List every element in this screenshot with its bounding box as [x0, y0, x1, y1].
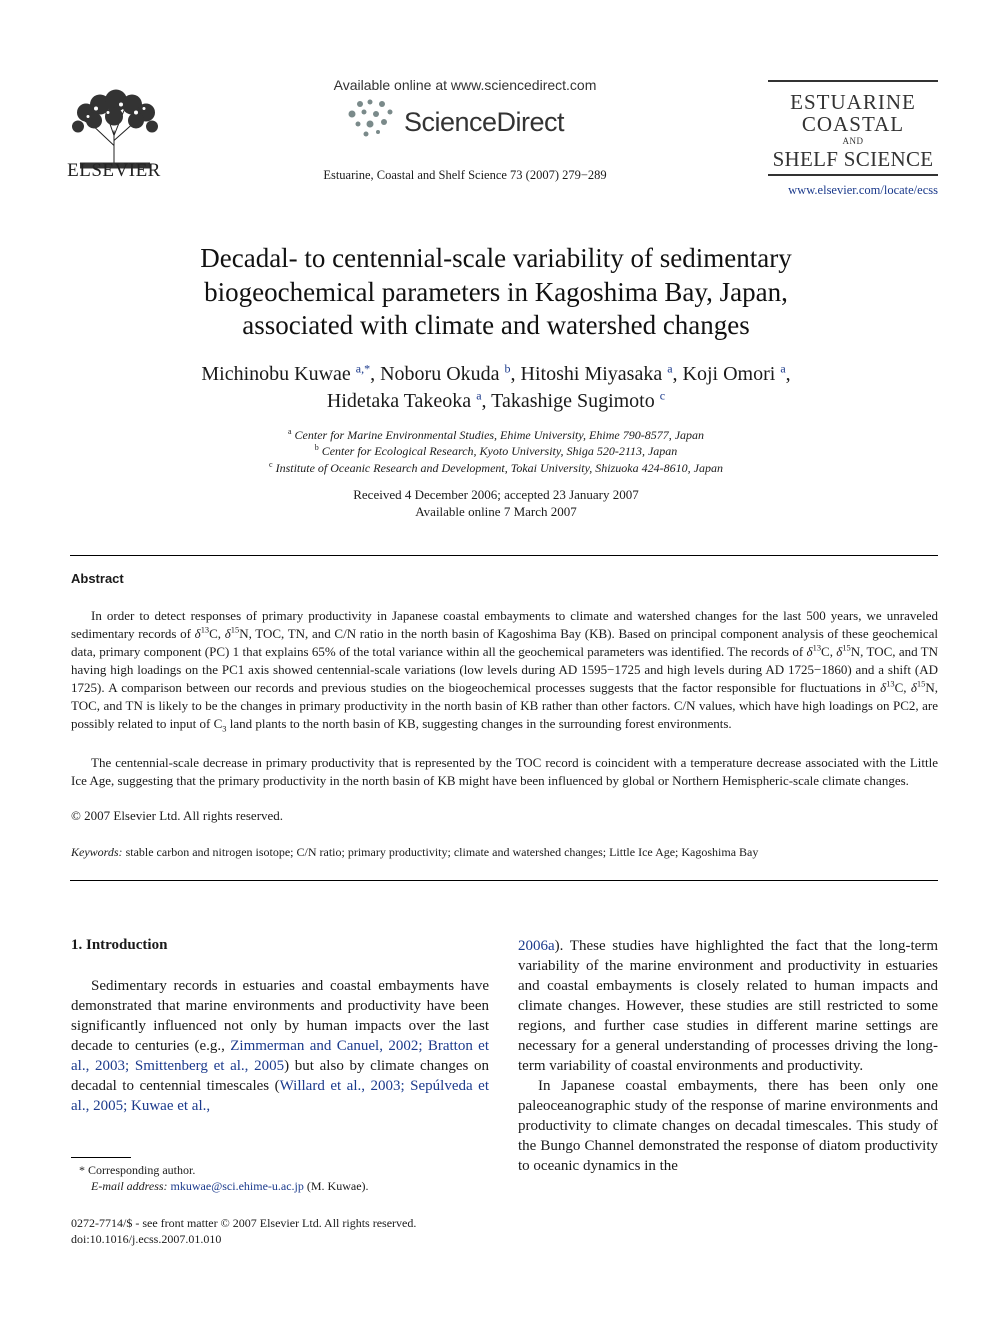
title-line: Decadal- to centennial-scale variability of sedimentary [200, 243, 792, 273]
elsevier-wordmark: ELSEVIER [67, 160, 161, 181]
sciencedirect-dots-icon [346, 98, 398, 138]
article-title [100, 242, 892, 343]
author-separator: , [672, 363, 683, 385]
author-affiliation-link[interactable]: a [780, 361, 786, 376]
email-link[interactable]: mkuwae@sci.ehime-u.ac.jp [170, 1179, 304, 1193]
issn-block [71, 1215, 491, 1247]
author-affiliation-link[interactable]: c [659, 388, 666, 403]
author-separator: , [370, 363, 381, 385]
author-name: Takashige Sugimoto [491, 390, 655, 412]
abstract-paragraph-2: The centennial-scale decrease in primary productivity that is represented by the TOC record is coincident with a temperature decrease associated with the Little Ice Age, suggesting that the primary productivity in the north basin of KB might have been influenced by global or Northern Hemispheric-scale climate changes. [71, 755, 938, 788]
journal-citation: Estuarine, Coastal and Shelf Science 73 (2007) 279−289 [323, 168, 607, 182]
author-affiliation-link[interactable]: a,* [355, 361, 371, 376]
author-name: Michinobu Kuwae [201, 363, 351, 385]
journal-logo-line2: COASTAL [801, 112, 905, 136]
sciencedirect-wordmark: ScienceDirect [404, 107, 565, 137]
received-date: Received 4 December 2006; accepted 23 January 2007 [353, 487, 639, 502]
author-separator: , [481, 390, 492, 412]
divider [70, 880, 938, 881]
doi-line: doi:10.1016/j.ecss.2007.01.010 [71, 1232, 222, 1246]
body-paragraph: In Japanese coastal embayments, there has been only one paleoceanographic study of the response of marine environments and productivity to climate changes on decadal timescales. This study of the Bungo Channel demonstrated the response of diatom productivity to oceanic dynamics in the [518, 1078, 938, 1174]
affiliation-item: $^b$ Center for Ecological Research, Kyoto University, Shiga 520-2113, Japan [314, 443, 678, 459]
author-affiliation-link[interactable]: a [667, 361, 673, 376]
online-date: Available online 7 March 2007 [415, 504, 577, 519]
affiliation-list [100, 427, 892, 476]
author-affiliation-link[interactable]: a [476, 388, 482, 403]
reference-link[interactable]: 2006a [518, 938, 555, 954]
reference-link[interactable]: Zimmerman and Canuel, 2002; Bratton et al., 2003; Smittenberg et al., 2005 [71, 1038, 489, 1074]
corresponding-author-footnote [71, 1162, 491, 1194]
author-separator: , [510, 363, 521, 385]
affiliation-item: $^c$ Institute of Oceanic Research and Development, Tokai University, Shizuoka 424-8610, Japan [269, 459, 723, 475]
author-name: Noboru Okuda [380, 363, 500, 385]
author-name: Hidetaka Takeoka [326, 390, 472, 412]
body-paragraph: 2006a). These studies have highlighted the fact that the long-term variability of the marine environment and productivity in estuaries and coastal embayments is closely related to human impacts and climate changes. However, these studies are still restricted to some regions, and further case studies in different marine settings are necessary for a general understanding of processes driving the long-term variability of coastal environments and productivity. [518, 938, 938, 1074]
reference-link[interactable]: Willard et al., 2003; Sepúlveda et al., 2005; Kuwae et al., [71, 1078, 489, 1114]
title-line: associated with climate and watershed changes [242, 310, 750, 340]
author-name: Hitoshi Miyasaka [520, 363, 663, 385]
affiliation-item: $^a$ Center for Marine Environmental Studies, Ehime University, Ehime 790-8577, Japan [287, 427, 705, 442]
available-online-text: Available online at www.sciencedirect.com [333, 77, 597, 93]
keywords-label: Keywords: [71, 845, 123, 859]
keywords [71, 845, 938, 860]
title-line: biogeochemical parameters in Kagoshima Bay, Japan, [204, 276, 788, 307]
abstract-copyright: © 2007 Elsevier Ltd. All rights reserved. [71, 808, 284, 823]
body-paragraph: Sedimentary records in estuaries and coastal embayments have demonstrated that marine environments and productivity have been significantly influenced not only by human impacts over the last decade to centuries (e.g., Zimmerman and Canuel, 2002; Bratton et al., 2003; Smittenberg et al., 2005) but also by climate changes on decadal to centennial timescales (Willard et al., 2003; Sepúlveda et al., 2005; Kuwae et al., [71, 978, 490, 1114]
abstract-heading: Abstract [71, 571, 124, 586]
footnote-divider [71, 1157, 131, 1158]
author-affiliation-link[interactable]: b [504, 361, 511, 376]
journal-logo-line1: ESTUARINE [790, 90, 916, 114]
author-name: Koji Omori [682, 363, 776, 385]
issn-line: 0272-7714/$ - see front matter © 2007 Elsevier Ltd. All rights reserved. [71, 1216, 417, 1230]
right-column [518, 936, 938, 1176]
article-dates [200, 486, 792, 520]
journal-logo-line4: SHELF SCIENCE [772, 147, 934, 171]
section-heading: 1. Introduction [71, 937, 168, 953]
author-separator: , [785, 363, 791, 385]
abstract-paragraph-1: In order to detect responses of primary productivity in Japanese coastal embayments to climate and watershed changes for the last 500 years, we unraveled sedimentary records of $\delta^{13}C$, $\delta^{15}N$, TOC, TN, and C/N ratio in the north basin of Kagoshima Bay (KB). Based on principal component analysis of these geochemical data, primary component (PC) 1 that explains 65% of the total variance within all the geochemical parameters was identified. The records of $\delta^{13}C$, $\delta^{15}N$, TOC, and TN having high loadings on the PC1 axis showed centennial-scale variations (low levels during AD 1595−1725 and high levels during AD 1725−1860) and a shift (AD 1725). A comparison between our records and previous studies on the biogeochemical processes suggests that the factor responsible for fluctuations in $\delta^{13}C$, $\delta^{15}N$, TOC, and TN is likely to be the changes in primary productivity in the north basin of KB rather than other factors. C/N values, which have high loadings on PC2, are possibly related to input of $C_3$ land plants to the north basin of KB, suggesting changes in the surrounding forest environments. [71, 608, 939, 734]
journal-logo [768, 80, 938, 184]
author-list [100, 361, 892, 415]
divider [70, 555, 938, 556]
email-label: E-mail address: [91, 1179, 168, 1193]
left-column [71, 976, 489, 1116]
keywords-list: stable carbon and nitrogen isotope; C/N ratio; primary productivity; climate and watershed changes; Little Ice Age; Kagoshima Bay [125, 845, 759, 859]
email-owner: (M. Kuwae). [306, 1179, 369, 1193]
journal-url-link[interactable]: www.elsevier.com/locate/ecss [788, 183, 938, 197]
journal-logo-line3: AND [842, 136, 864, 146]
footnote-line: * Corresponding author. [79, 1163, 196, 1177]
